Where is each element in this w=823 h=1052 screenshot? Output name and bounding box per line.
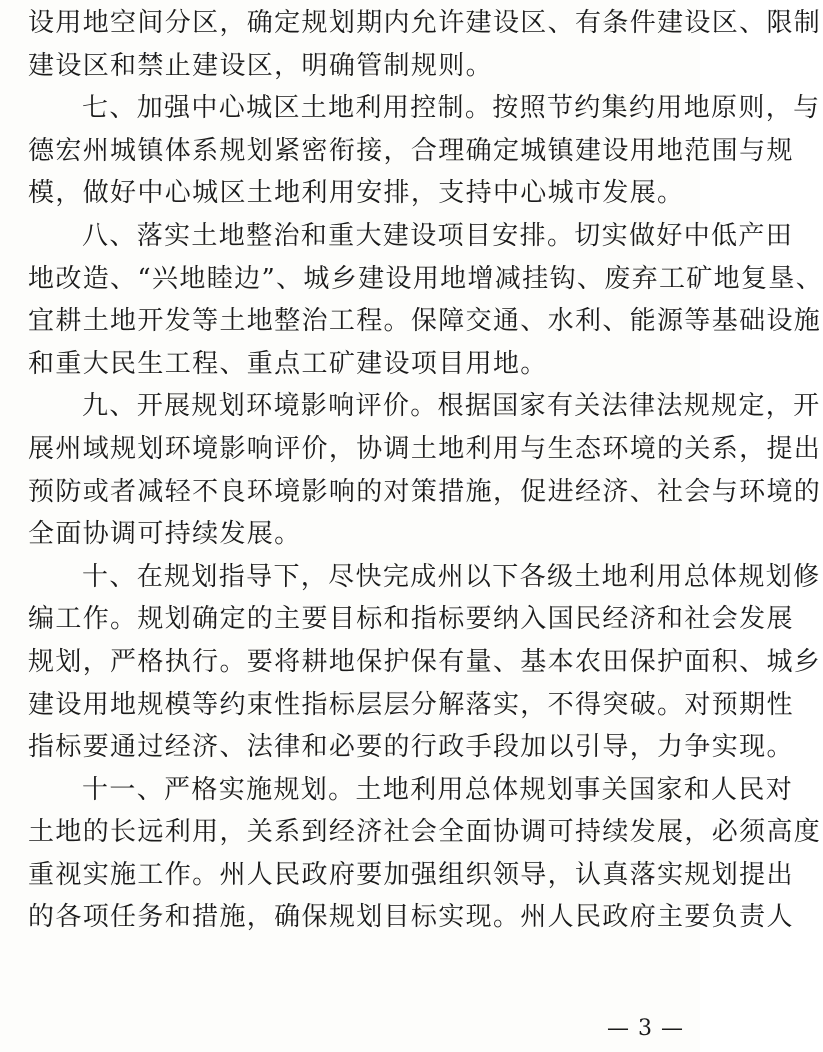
text-line: 地改造、“兴地睦边”、城乡建设用地增减挂钩、废弃工矿地复垦、 [28, 263, 823, 294]
text-line: 土地的长远利用，关系到经济社会全面协调可持续发展，必须高度 [28, 817, 822, 848]
text-line: 九、开展规划环境影响评价。根据国家有关法律法规规定，开 [82, 391, 821, 422]
page-number: — 3 — [607, 1016, 684, 1041]
text-line: 十、在规划指导下，尽快完成州以下各级土地利用总体规划修 [82, 561, 821, 592]
text-line: 的各项任务和措施，确保规划目标实现。州人民政府主要负责人 [28, 902, 794, 933]
text-line: 编工作。规划确定的主要目标和指标要纳入国民经济和社会发展 [28, 604, 794, 635]
text-line: 建设用地规模等约束性指标层层分解落实，不得突破。对预期性 [28, 689, 794, 720]
text-line: 展州域规划环境影响评价，协调土地利用与生态环境的关系，提出 [28, 433, 822, 464]
text-line: 模，做好中心城区土地利用安排，支持中心城市发展。 [28, 178, 685, 209]
text-line: 和重大民生工程、重点工矿建设项目用地。 [28, 348, 548, 379]
text-line: 规划，严格执行。要将耕地保护保有量、基本农田保护面积、城乡 [28, 646, 822, 677]
text-line: 指标要通过经济、法律和必要的行政手段加以引导，力争实现。 [28, 732, 794, 763]
text-line: 预防或者减轻不良环境影响的对策措施，促进经济、社会与环境的 [28, 476, 822, 507]
text-line: 设用地空间分区，确定规划期内允许建设区、有条件建设区、限制 [28, 8, 822, 38]
text-line: 宜耕土地开发等土地整治工程。保障交通、水利、能源等基础设施 [28, 306, 822, 337]
text-line: 建设区和禁止建设区，明确管制规则。 [28, 50, 493, 81]
document-body [28, 2, 823, 939]
text-line: 七、加强中心城区土地利用控制。按照节约集约用地原则，与 [82, 93, 821, 124]
text-line: 十一、严格实施规划。土地利用总体规划事关国家和人民对 [82, 774, 794, 805]
text-line: 重视实施工作。州人民政府要加强组织领导，认真落实规划提出 [28, 859, 794, 890]
text-line: 八、落实土地整治和重大建设项目安排。切实做好中低产田 [82, 220, 794, 251]
text-line: 全面协调可持续发展。 [28, 519, 302, 550]
text-line: 德宏州城镇体系规划紧密衔接，合理确定城镇建设用地范围与规 [28, 135, 794, 166]
